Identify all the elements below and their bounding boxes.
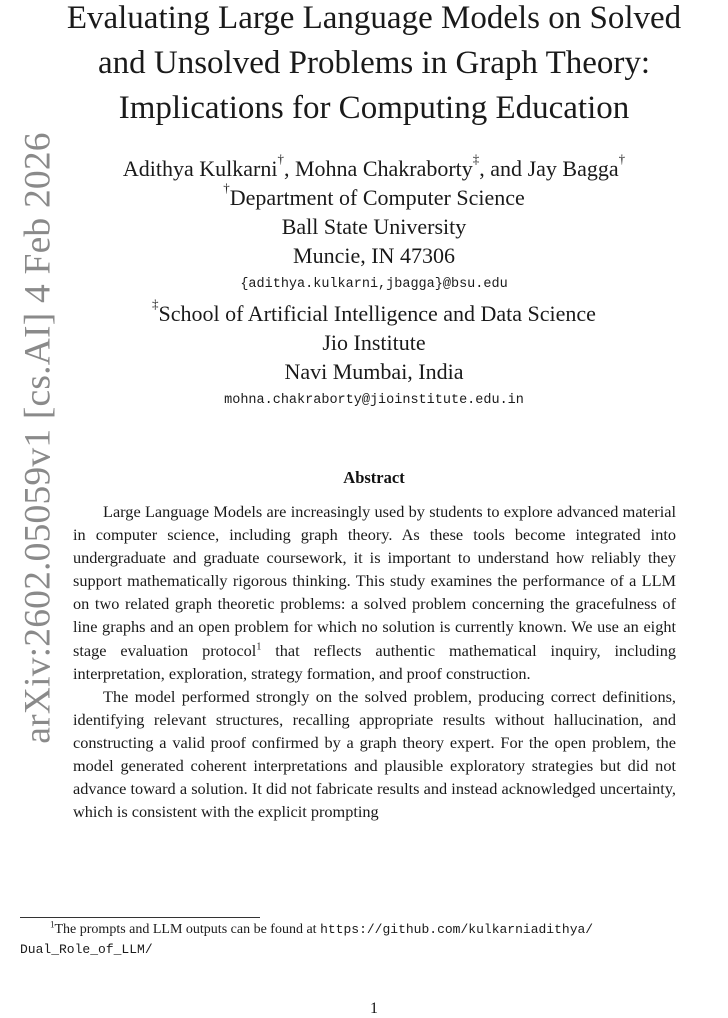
- affiliation-mark: †: [277, 151, 284, 166]
- author-name: Adithya Kulkarni: [122, 156, 278, 181]
- author-separator: , and: [479, 156, 528, 181]
- footnote: [20, 920, 728, 960]
- footnote-text: The prompts and LLM outputs can be found at: [54, 922, 321, 937]
- footnote-reference[interactable]: 1: [256, 641, 262, 653]
- abstract-text: Large Language Models are increasingly used by students to explore advanced material in computer science, including graph theory. As these tools become integrated into undergraduate and graduate coursework, it is important to understand how reliably they support mathematically rigorous thinking. This study examines the performance of a LLM on two related graph theoretic problems: a solved problem concerning the gracefulness of line graphs and an open problem for which no solution is currently known. We use an eight stage evaluation protocol: [73, 502, 676, 660]
- paper-title: [0, 0, 728, 131]
- page-number: 1: [370, 1000, 378, 1017]
- affiliation-department: [0, 296, 728, 328]
- affiliation-mark: ‡: [472, 151, 480, 166]
- affiliation-location: Muncie, IN 47306: [293, 243, 455, 268]
- affiliation-email[interactable]: mohna.chakraborty@jioinstitute.edu.in: [224, 393, 524, 408]
- affiliation-mark: †: [618, 151, 626, 166]
- affiliation-location: Navi Mumbai, India: [284, 359, 464, 384]
- affiliation-email[interactable]: {adithya.kulkarni,jbagga}@bsu.edu: [240, 277, 508, 292]
- abstract-body: [73, 500, 676, 823]
- footnote-line: [20, 920, 728, 940]
- footnote-url[interactable]: https://github.com/kulkarniadithya/: [320, 922, 594, 937]
- abstract-text: that reflects authentic mathematical inquiry, including interpretation, exploration, strategy formation, and proof construction.: [73, 640, 676, 683]
- department-name: School of Artificial Intelligence and Data Science: [158, 301, 596, 326]
- affiliation-mark: ‡: [152, 296, 159, 311]
- author-name: Mohna Chakraborty: [295, 156, 473, 181]
- affiliation-department: [0, 180, 728, 212]
- abstract-paragraph: [73, 500, 676, 685]
- arxiv-identifier-stamp: arXiv:2602.05059v1 [cs.AI] 4 Feb 2026: [17, 132, 59, 744]
- affiliation-university: Jio Institute: [322, 330, 426, 355]
- affiliation-university: Ball State University: [281, 214, 467, 239]
- author-separator: ,: [284, 156, 295, 181]
- author-list: [0, 151, 728, 183]
- author-block: [0, 151, 728, 415]
- footnote-divider: [20, 917, 260, 918]
- footnote-mark: 1: [50, 919, 55, 930]
- abstract-heading: Abstract: [343, 468, 405, 487]
- department-name: Department of Computer Science: [229, 185, 525, 210]
- title-line: and Unsolved Problems in Graph Theory:: [97, 45, 651, 81]
- abstract-paragraph: The model performed strongly on the solved problem, producing correct definitions, identifying relevant structures, recalling appropriate results without hallucination, and constructing a valid proof confirmed by a graph theory expert. For the open problem, the model generated coherent interpretations and plausible exploratory strategies but did not advance toward a solution. It did not fabricate results and instead acknowledged uncertainty, which is consistent with the explicit prompting: [73, 686, 676, 822]
- title-line: Evaluating Large Language Models on Solved: [66, 0, 682, 36]
- footnote-url-continuation[interactable]: Dual_Role_of_LLM/: [20, 942, 153, 957]
- author-name: Jay Bagga: [527, 156, 619, 181]
- title-line: Implications for Computing Education: [118, 90, 630, 126]
- affiliation-mark: †: [223, 180, 230, 195]
